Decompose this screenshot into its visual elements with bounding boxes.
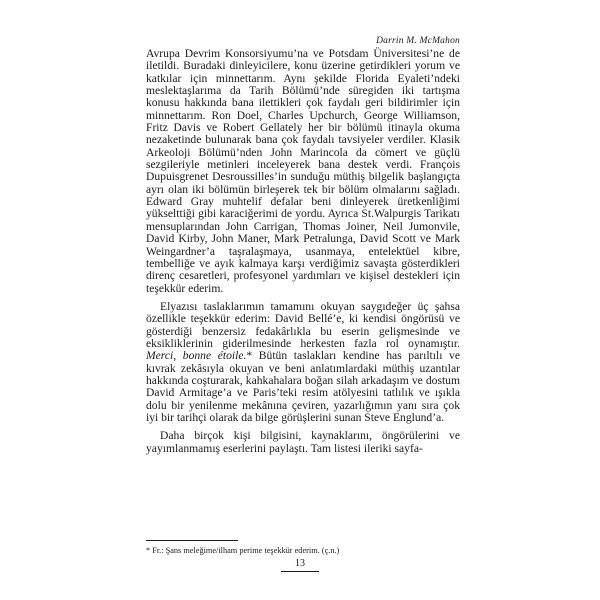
footnote-divider <box>146 540 238 541</box>
paragraph-2-start: Elyazısı taslaklarımın tamamını okuyan saygıdeğer üç şahsa özellikle teşekkür ederim: David Bellé’e, ki kendisi öngörüsü ve gösterdiği benzersiz fedakârlıkla bu eserin gelişmesinde ve eksikliklerinin giderilmesinde herkesten fazla rol oynamıştır. <box>146 299 460 350</box>
paragraph-2-rest: Bütün taslakları kendine has parıltılı ve kıvrak zekâsıyla okuyan ve beni anlatımlardaki müthiş uzantılar hakkında coşturarak, kahkahalara boğan silah arkadaşım ve dostum David Armitage’a ve Paris’teki resim atölyesini tatlılık ve ışıkla dolu bir yenilenme mekânına çeviren, yazarlığımın yanı sıra çok iyi bir tarihçi olarak da bilge görüşlerini sunan Steve Englund’a. <box>146 349 460 424</box>
running-head: Darrin M. McMahon <box>376 36 460 46</box>
body-text <box>146 48 460 455</box>
paragraph-acknowledgements-1: Avrupa Devrim Konsorsiyumu’na ve Potsdam Üniversitesi’ne de iletildi. Buradaki dinleyicilere, konu üzerine getirdikleri yorum ve katkılar için minnettarım. Aynı şekilde Florida Eyaleti’ndeki meslektaşlarıma da Tarih Bölümü’nde süregiden iki tartışma konusu hakkında bana ilettikleri çok faydalı geri bildirimler için minnettarım. Ron Doel, Charles Upchurch, George Williamson, Fritz Davis ve Robert Gellately her bir bölümü itinayla okuma nezaketinde bulunarak bana çok faydalı tavsiyeler verdiler. Klasik Arkeoloji Bölümü’nden John Marincola da cömert ve güçlü sezgileriyle metinleri inceleyerek bana destek verdi. François Dupuisgrenet Desroussilles’in sunduğu müthiş bilgelik başlangıçta ayrı olan iki bölümün birleşerek tek bir bölüm olmalarını sağladı. Edward Gray muhtelif defalar beni dinleyerek üretkenliğimi yükselttiği gibi karaciğerimi de yordu. Ayrıca St.Walpurgis Tarikatı mensuplarından John Carrigan, Thomas Joiner, Neil Jumonvile, David Kirby, John Maner, Mark Petralunga, David Scott ve Mark Weingardner’a taşralaşmaya, usanmaya, entelektüel kibre, tembelliğe ve ayık kalmaya karşı verdiğimiz savaşta gösterdikleri direnç cesaretleri, profesyonel yardımları ve kişisel destekleri için teşekkür ederim. <box>146 47 460 295</box>
page-number: 13 <box>295 558 305 569</box>
footnote: * Fr.: Şans meleğime/ilham perime teşekkür ederim. (ç.n.) <box>146 546 340 555</box>
footnote-marker: * <box>246 349 253 363</box>
paragraph-acknowledgements-2 <box>146 301 460 424</box>
page-number-underline <box>281 571 319 572</box>
paragraph-acknowledgements-3: Daha birçok kişi bilgisini, kaynaklarını, öngörülerini ve yayımlanmamış eserlerini paylaştı. Tam listesi ileriki sayfa- <box>146 429 460 455</box>
italic-french-phrase: Merci, bonne étoile. <box>146 349 247 363</box>
